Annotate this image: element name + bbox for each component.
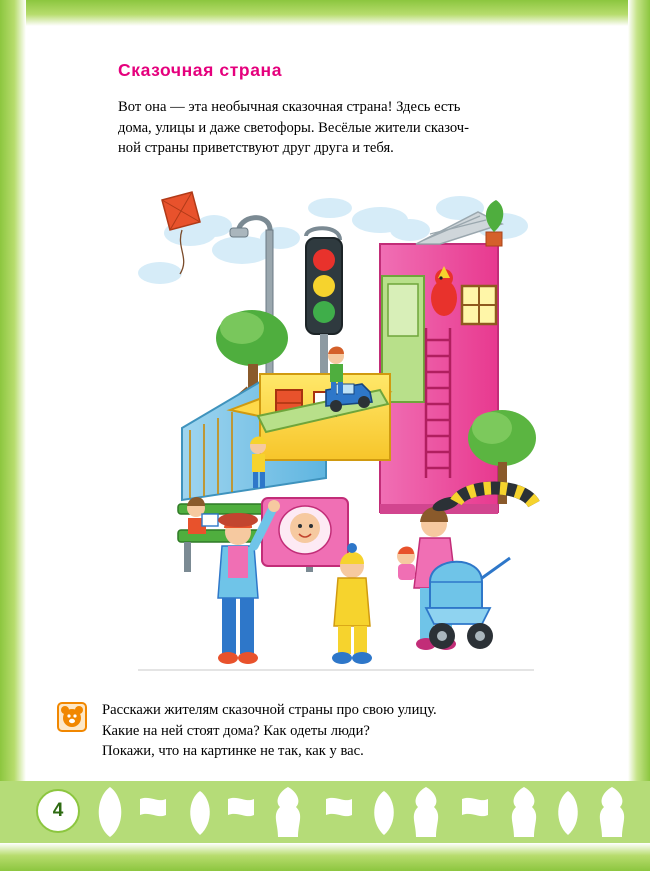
page-border-right xyxy=(628,0,650,871)
woman-with-stroller xyxy=(397,494,510,650)
task-line-1: Расскажи жителям сказочной страны про свою улицу. xyxy=(102,702,437,718)
intro-line-2: дома, улицы и даже светофоры. Весёлые жители сказоч- xyxy=(118,119,469,136)
intro-line-1: Вот она — эта необычная сказочная страна! Здесь есть xyxy=(118,99,461,115)
text-column xyxy=(118,60,538,159)
page-border-top xyxy=(0,0,650,26)
roof-plant-icon xyxy=(486,200,503,246)
bear-face-icon xyxy=(57,702,87,732)
page-number-badge: 4 xyxy=(36,789,80,833)
stroller-icon xyxy=(426,558,510,649)
baby-icon xyxy=(397,547,415,581)
task-block xyxy=(57,700,547,762)
task-line-3: Покажи, что на картинке не так, как у вас. xyxy=(102,743,364,760)
page-border-bottom xyxy=(0,843,650,871)
intro-line-3: ной страны приветствуют друг друга и тебя. xyxy=(118,140,394,157)
illustration xyxy=(130,178,542,678)
yellow-house xyxy=(182,347,390,501)
pink-house xyxy=(380,200,503,514)
page-title: Сказочная страна xyxy=(118,60,283,80)
footer-ornament-band xyxy=(0,781,650,843)
intro-paragraph xyxy=(118,97,538,159)
task-text xyxy=(102,700,437,762)
page-border-left xyxy=(0,0,26,871)
task-line-2: Какие на ней стоят дома? Как одеты люди? xyxy=(102,722,370,739)
child-reading-icon xyxy=(187,497,218,534)
